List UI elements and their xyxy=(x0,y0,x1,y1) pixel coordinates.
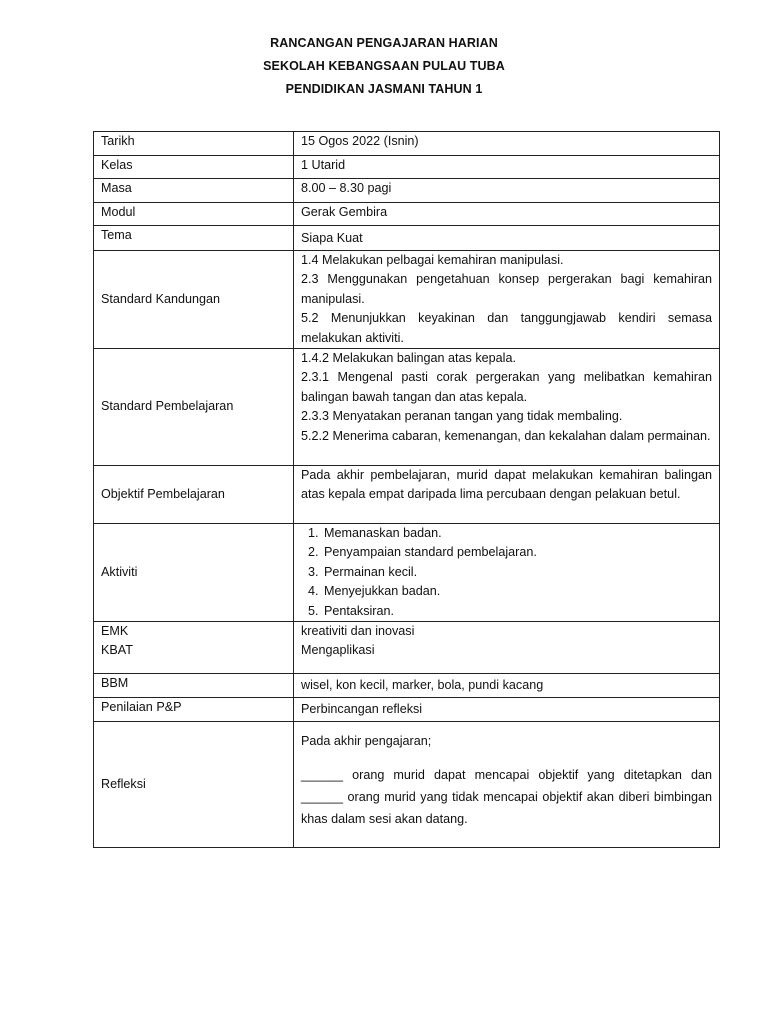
label-emk: EMK xyxy=(101,624,129,639)
value-bbm: wisel, kon kecil, marker, bola, pundi kacang xyxy=(294,674,720,698)
label-aktiviti: Aktiviti xyxy=(94,524,294,622)
value-emk: kreativiti dan inovasi xyxy=(301,624,415,639)
value-tema: Siapa Kuat xyxy=(294,226,720,251)
row-modul xyxy=(94,203,720,226)
label-refleksi: Refleksi xyxy=(94,722,294,848)
row-tema xyxy=(94,226,720,251)
label-objektif: Objektif Pembelajaran xyxy=(94,466,294,524)
row-standard-pembelajaran xyxy=(94,349,720,466)
aktiviti-item: 1. Memanaskan badan. xyxy=(322,524,712,543)
label-standard-kandungan: Standard Kandungan xyxy=(94,251,294,349)
value-masa: 8.00 – 8.30 pagi xyxy=(294,179,720,203)
sp-item: 5.2.2 Menerima cabaran, kemenangan, dan kekalahan dalam permainan. xyxy=(301,428,711,443)
row-objektif xyxy=(94,466,720,524)
sp-item: 1.4.2 Melakukan balingan atas kepala. xyxy=(301,351,516,366)
label-kelas: Kelas xyxy=(94,156,294,179)
row-aktiviti xyxy=(94,524,720,622)
value-tarikh: 15 Ogos 2022 (Isnin) xyxy=(294,132,720,156)
refleksi-body: ______ orang murid dapat mencapai objektif yang ditetapkan dan ______ orang murid yang tidak mencapai objektif akan diberi bimbingan khas dalam sesi akan datang. xyxy=(301,768,712,827)
refleksi-intro: Pada akhir pengajaran; xyxy=(301,734,432,749)
value-objektif xyxy=(294,466,720,524)
value-kelas: 1 Utarid xyxy=(294,156,720,179)
value-kbat: Mengaplikasi xyxy=(301,643,375,658)
header-subject: PENDIDIKAN JASMANI TAHUN 1 xyxy=(285,82,483,96)
value-standard-kandungan xyxy=(294,251,720,349)
aktiviti-item: 5. Pentaksiran. xyxy=(322,602,712,621)
label-bbm: BBM xyxy=(94,674,294,698)
label-standard-pembelajaran: Standard Pembelajaran xyxy=(94,349,294,466)
sp-item: 2.3.3 Menyatakan peranan tangan yang tidak membaling. xyxy=(301,409,623,424)
label-tarikh: Tarikh xyxy=(94,132,294,156)
label-emk-kbat xyxy=(94,622,294,674)
row-kelas xyxy=(94,156,720,179)
label-kbat: KBAT xyxy=(101,643,133,658)
label-masa: Masa xyxy=(94,179,294,203)
sk-item: 1.4 Melakukan pelbagai kemahiran manipulasi. xyxy=(301,253,564,267)
row-masa xyxy=(94,179,720,203)
aktiviti-list xyxy=(301,524,712,621)
aktiviti-item: 2. Penyampaian standard pembelajaran. xyxy=(322,543,712,562)
aktiviti-item: 3. Permainan kecil. xyxy=(322,563,712,582)
objektif-text: Pada akhir pembelajaran, murid dapat melakukan kemahiran balingan atas kepala empat daripada lima percubaan dengan pelakuan betul. xyxy=(301,468,712,502)
value-modul: Gerak Gembira xyxy=(294,203,720,226)
row-penilaian xyxy=(94,698,720,722)
label-tema: Tema xyxy=(94,226,294,251)
row-tarikh xyxy=(94,132,720,156)
row-refleksi xyxy=(94,722,720,848)
label-penilaian: Penilaian P&P xyxy=(94,698,294,722)
value-aktiviti xyxy=(294,524,720,622)
sp-item: 2.3.1 Mengenal pasti corak pergerakan yang melibatkan kemahiran balingan bawah tangan dan atas kepala. xyxy=(301,370,712,404)
value-penilaian: Perbincangan refleksi xyxy=(294,698,720,722)
value-emk-kbat xyxy=(294,622,720,674)
sk-item: 5.2 Menunjukkan keyakinan dan tanggungjawab kendiri semasa melakukan aktiviti. xyxy=(301,311,712,345)
value-refleksi xyxy=(294,722,720,848)
row-emk-kbat xyxy=(94,622,720,674)
header-school: SEKOLAH KEBANGSAAN PULAU TUBA xyxy=(263,59,505,73)
aktiviti-item: 4. Menyejukkan badan. xyxy=(322,582,712,601)
header-title: RANCANGAN PENGAJARAN HARIAN xyxy=(270,36,498,50)
lesson-plan-table xyxy=(93,131,720,848)
row-standard-kandungan xyxy=(94,251,720,349)
row-bbm xyxy=(94,674,720,698)
label-modul: Modul xyxy=(94,203,294,226)
value-standard-pembelajaran xyxy=(294,349,720,466)
document-header xyxy=(0,32,768,101)
sk-item: 2.3 Menggunakan pengetahuan konsep pergerakan bagi kemahiran manipulasi. xyxy=(301,272,712,306)
